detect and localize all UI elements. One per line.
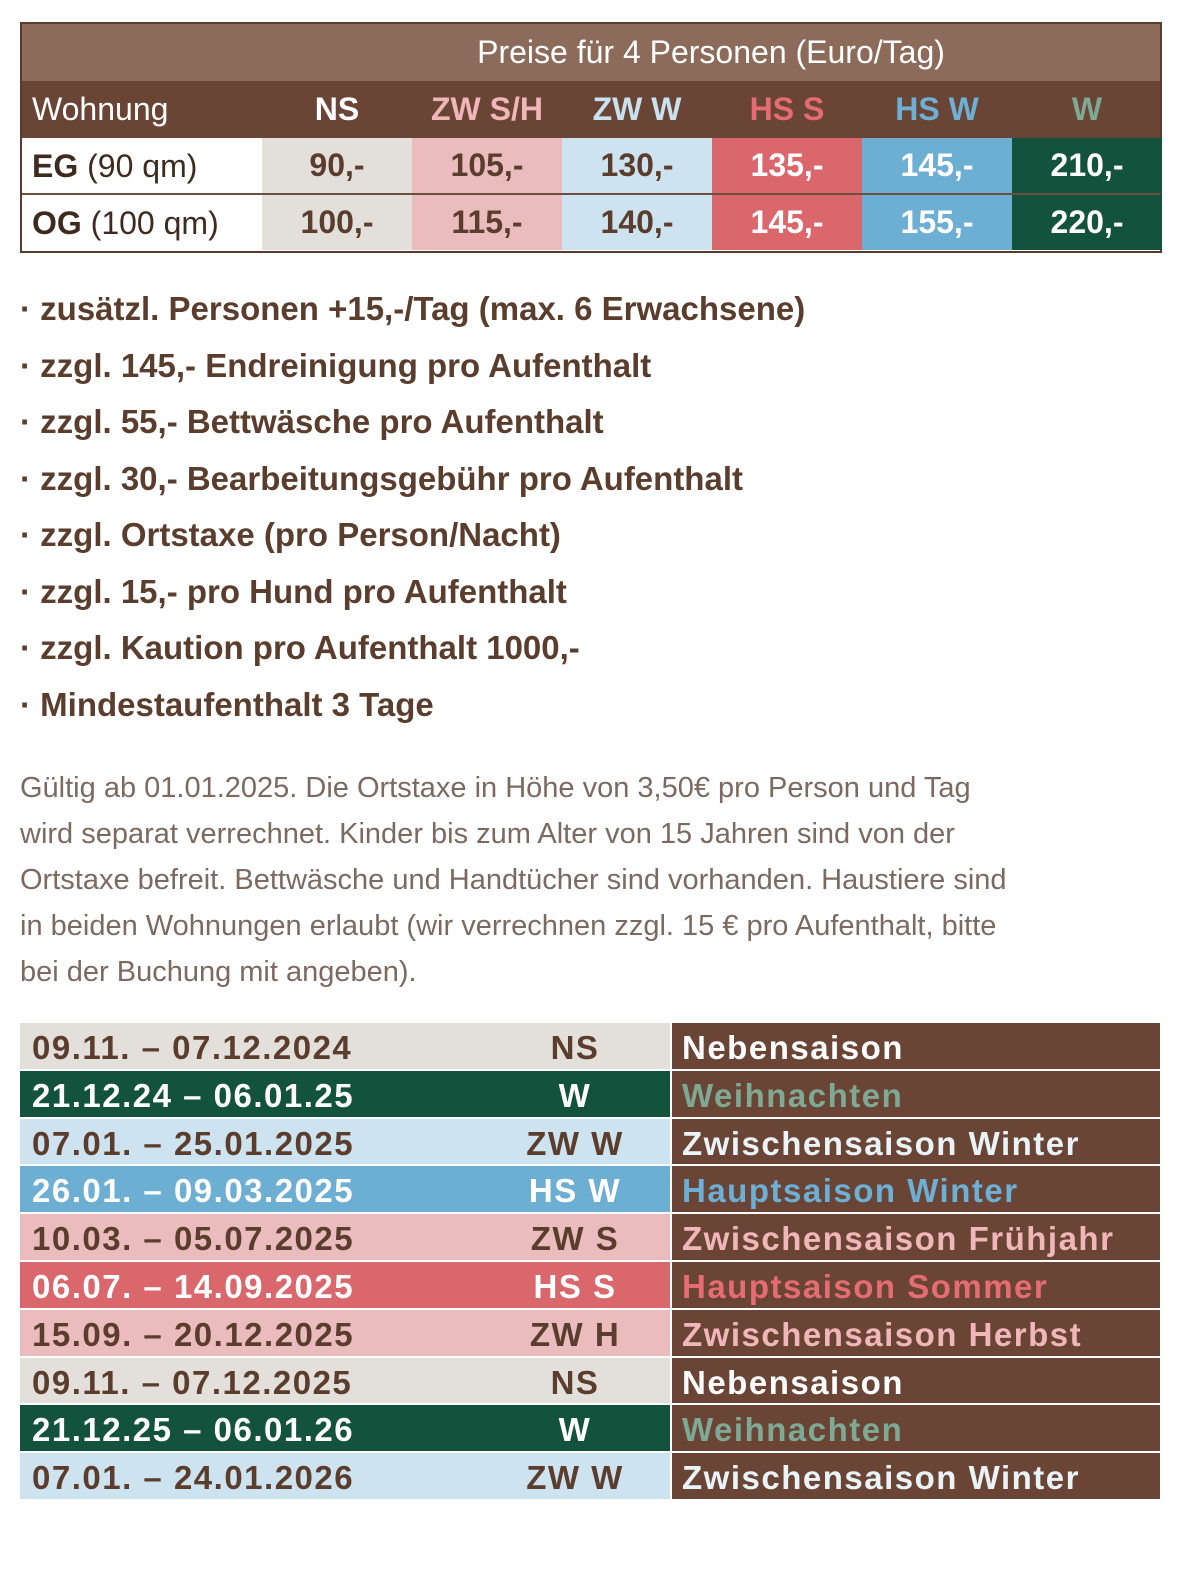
notes-paragraph <box>20 765 1170 995</box>
price-cell: 210,- <box>1012 138 1162 193</box>
season-row <box>20 1166 1162 1214</box>
season-dates: 09.11. – 07.12.2024 <box>32 1029 353 1066</box>
notes-line: Gültig ab 01.01.2025. Die Ortstaxe in Höhe von 3,50€ pro Person und Tag <box>20 772 971 804</box>
season-code: ZW W <box>526 1124 624 1162</box>
season-right-cell <box>672 1358 1160 1404</box>
list-item: · zzgl. Ortstaxe (pro Person/Nacht) <box>20 516 561 553</box>
price-cell: 145,- <box>712 195 862 250</box>
season-dates: 26.01. – 09.03.2025 <box>32 1172 355 1210</box>
price-table-title-row <box>22 24 1160 81</box>
season-row <box>20 1453 1162 1501</box>
season-code: ZW S <box>530 1220 620 1258</box>
season-row <box>20 1405 1162 1453</box>
season-row <box>20 1310 1162 1358</box>
season-right-cell <box>672 1453 1160 1499</box>
season-name: Zwischensaison Winter <box>682 1459 1080 1497</box>
season-code: ZW H <box>529 1315 621 1353</box>
season-left-cell <box>20 1262 670 1308</box>
price-cell: 220,- <box>1012 195 1162 250</box>
season-right-cell <box>672 1214 1160 1260</box>
column-header-zw-sh: ZW S/H <box>431 91 543 127</box>
season-name: Zwischensaison Frühjahr <box>682 1220 1115 1258</box>
price-cell: 145,- <box>862 138 1012 193</box>
list-item: · zzgl. Kaution pro Aufenthalt 1000,- <box>20 629 580 666</box>
season-name: Weihnachten <box>682 1411 904 1449</box>
price-table-header-row <box>22 81 1160 138</box>
season-row <box>20 1262 1162 1310</box>
apartment-column-header: Wohnung <box>32 91 169 127</box>
season-right-cell <box>672 1405 1160 1451</box>
column-header-ns: NS <box>314 91 360 127</box>
season-dates: 21.12.25 – 06.01.26 <box>32 1411 355 1449</box>
column-header-w: W <box>1071 91 1103 127</box>
price-cell: 100,- <box>262 195 412 250</box>
season-left-cell <box>20 1405 670 1451</box>
season-left-cell <box>20 1310 670 1356</box>
list-item: · Mindestaufenthalt 3 Tage <box>20 685 434 723</box>
apartment-label <box>32 138 197 194</box>
season-dates: 09.11. – 07.12.2025 <box>32 1363 353 1401</box>
season-right-cell <box>672 1071 1160 1117</box>
price-cell: 90,- <box>262 138 412 193</box>
price-cell: 130,- <box>562 138 712 193</box>
season-dates: 07.01. – 25.01.2025 <box>32 1124 355 1162</box>
apartment-label <box>32 195 219 251</box>
season-right-cell <box>672 1166 1160 1212</box>
season-code: HS W <box>528 1172 622 1210</box>
season-code: NS <box>550 1363 600 1401</box>
season-name: Weihnachten <box>682 1076 904 1114</box>
list-item: · zzgl. 55,- Bettwäsche pro Aufenthalt <box>20 403 604 440</box>
price-cell: 140,- <box>562 195 712 250</box>
season-name: Hauptsaison Sommer <box>682 1267 1049 1305</box>
list-item: · zusätzl. Personen +15,-/Tag (max. 6 Erwachsene) <box>20 290 806 327</box>
season-dates: 15.09. – 20.12.2025 <box>32 1315 355 1353</box>
season-right-cell <box>672 1119 1160 1165</box>
season-row <box>20 1023 1162 1071</box>
list-item: · zzgl. 30,- Bearbeitungsgebühr pro Aufenthalt <box>20 459 743 497</box>
season-row <box>20 1071 1162 1119</box>
apartment-size: (90 qm) <box>87 148 198 184</box>
list-item: · zzgl. 15,- pro Hund pro Aufenthalt <box>20 572 567 610</box>
season-right-cell <box>672 1023 1160 1069</box>
season-code: NS <box>550 1029 600 1066</box>
price-row-og <box>22 195 1160 251</box>
season-left-cell <box>20 1119 670 1165</box>
price-cell: 105,- <box>412 138 562 193</box>
season-code: ZW W <box>526 1459 624 1497</box>
season-dates: 10.03. – 05.07.2025 <box>32 1220 355 1258</box>
season-name: Hauptsaison Winter <box>682 1172 1019 1210</box>
apartment-name: OG <box>32 205 82 241</box>
season-left-cell <box>20 1166 670 1212</box>
price-table <box>20 22 1162 253</box>
list-item: · zzgl. 145,- Endreinigung pro Aufenthalt <box>20 346 652 384</box>
season-left-cell <box>20 1214 670 1260</box>
season-right-cell <box>672 1310 1160 1356</box>
column-header-zw-w: ZW W <box>592 91 682 127</box>
season-row <box>20 1358 1162 1406</box>
season-right-cell <box>672 1262 1160 1308</box>
price-row-eg <box>22 138 1160 195</box>
notes-line: in beiden Wohnungen erlaubt (wir verrechnen zzgl. 15 € pro Aufenthalt, bitte <box>20 910 997 942</box>
column-header-hs-w: HS W <box>895 91 979 127</box>
season-code: HS S <box>533 1267 617 1305</box>
season-dates: 06.07. – 14.09.2025 <box>32 1267 355 1305</box>
price-table-title: Preise für 4 Personen (Euro/Tag) <box>477 34 945 70</box>
season-row <box>20 1119 1162 1167</box>
apartment-name: EG <box>32 148 79 184</box>
extras-list <box>20 290 1120 742</box>
season-table <box>20 1023 1162 1501</box>
season-name: Nebensaison <box>682 1029 904 1066</box>
season-dates: 21.12.24 – 06.01.25 <box>32 1076 355 1114</box>
season-name: Nebensaison <box>682 1363 904 1401</box>
season-row <box>20 1214 1162 1262</box>
apartment-size: (100 qm) <box>90 205 219 241</box>
season-code: W <box>558 1076 592 1114</box>
season-left-cell <box>20 1071 670 1117</box>
season-left-cell <box>20 1358 670 1404</box>
notes-line: Ortstaxe befreit. Bettwäsche und Handtücher sind vorhanden. Haustiere sind <box>20 864 1007 896</box>
season-left-cell <box>20 1453 670 1499</box>
season-dates: 07.01. – 24.01.2026 <box>32 1459 355 1497</box>
price-cell: 135,- <box>712 138 862 193</box>
notes-line: wird separat verrechnet. Kinder bis zum Alter von 15 Jahren sind von der <box>20 818 955 850</box>
season-code: W <box>558 1411 592 1449</box>
price-cell: 155,- <box>862 195 1012 250</box>
season-name: Zwischensaison Winter <box>682 1124 1080 1162</box>
column-header-hs-s: HS S <box>749 91 825 127</box>
season-left-cell <box>20 1023 670 1069</box>
season-name: Zwischensaison Herbst <box>682 1315 1083 1353</box>
price-cell: 115,- <box>412 195 562 250</box>
notes-line: bei der Buchung mit angeben). <box>20 956 417 988</box>
